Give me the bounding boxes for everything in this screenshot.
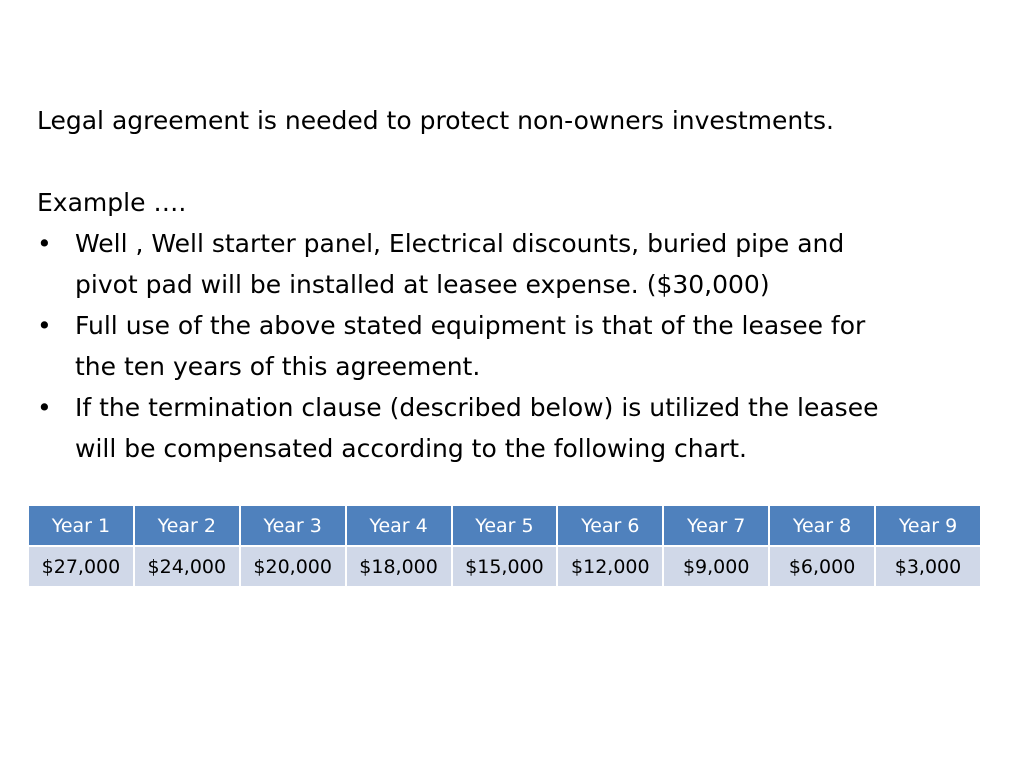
bullet-text-line: will be compensated according to the following chart. — [75, 434, 747, 463]
table-row — [28, 546, 981, 587]
bullet-item-termination — [37, 387, 977, 469]
table-header-cell: Year 1 — [28, 505, 134, 546]
table-cell: $9,000 — [663, 546, 769, 587]
table-header-cell: Year 8 — [769, 505, 875, 546]
bullet-item-full-use — [37, 305, 977, 387]
blank-line — [37, 141, 977, 182]
example-heading: Example …. — [37, 188, 187, 217]
table-header-cell: Year 2 — [134, 505, 240, 546]
bullet-icon: • — [37, 393, 52, 422]
table-header-cell: Year 3 — [240, 505, 346, 546]
bullet-text-line: the ten years of this agreement. — [75, 352, 481, 381]
table-cell: $12,000 — [557, 546, 663, 587]
table-cell: $24,000 — [134, 546, 240, 587]
bullet-text-line: Well , Well starter panel, Electrical discounts, buried pipe and — [75, 229, 845, 258]
table-cell: $20,000 — [240, 546, 346, 587]
bullet-text-line: Full use of the above stated equipment is that of the leasee for — [75, 311, 866, 340]
table-cell: $15,000 — [452, 546, 558, 587]
table-cell: $6,000 — [769, 546, 875, 587]
bullet-item-equipment — [37, 223, 977, 305]
table-cell: $3,000 — [875, 546, 981, 587]
table-cell: $27,000 — [28, 546, 134, 587]
table-cell: $18,000 — [346, 546, 452, 587]
example-bullet-list — [37, 223, 977, 469]
table-header-cell: Year 7 — [663, 505, 769, 546]
table-header-row — [28, 505, 981, 546]
bullet-icon: • — [37, 229, 52, 258]
slide-body — [37, 100, 977, 469]
bullet-icon: • — [37, 311, 52, 340]
intro-statement: Legal agreement is needed to protect non-owners investments. — [37, 106, 834, 135]
compensation-table — [27, 504, 982, 588]
table-header-cell: Year 6 — [557, 505, 663, 546]
bullet-text-line: pivot pad will be installed at leasee expense. ($30,000) — [75, 270, 770, 299]
table-header-cell: Year 5 — [452, 505, 558, 546]
bullet-text-line: If the termination clause (described below) is utilized the leasee — [75, 393, 879, 422]
table-header-cell: Year 4 — [346, 505, 452, 546]
table-header-cell: Year 9 — [875, 505, 981, 546]
